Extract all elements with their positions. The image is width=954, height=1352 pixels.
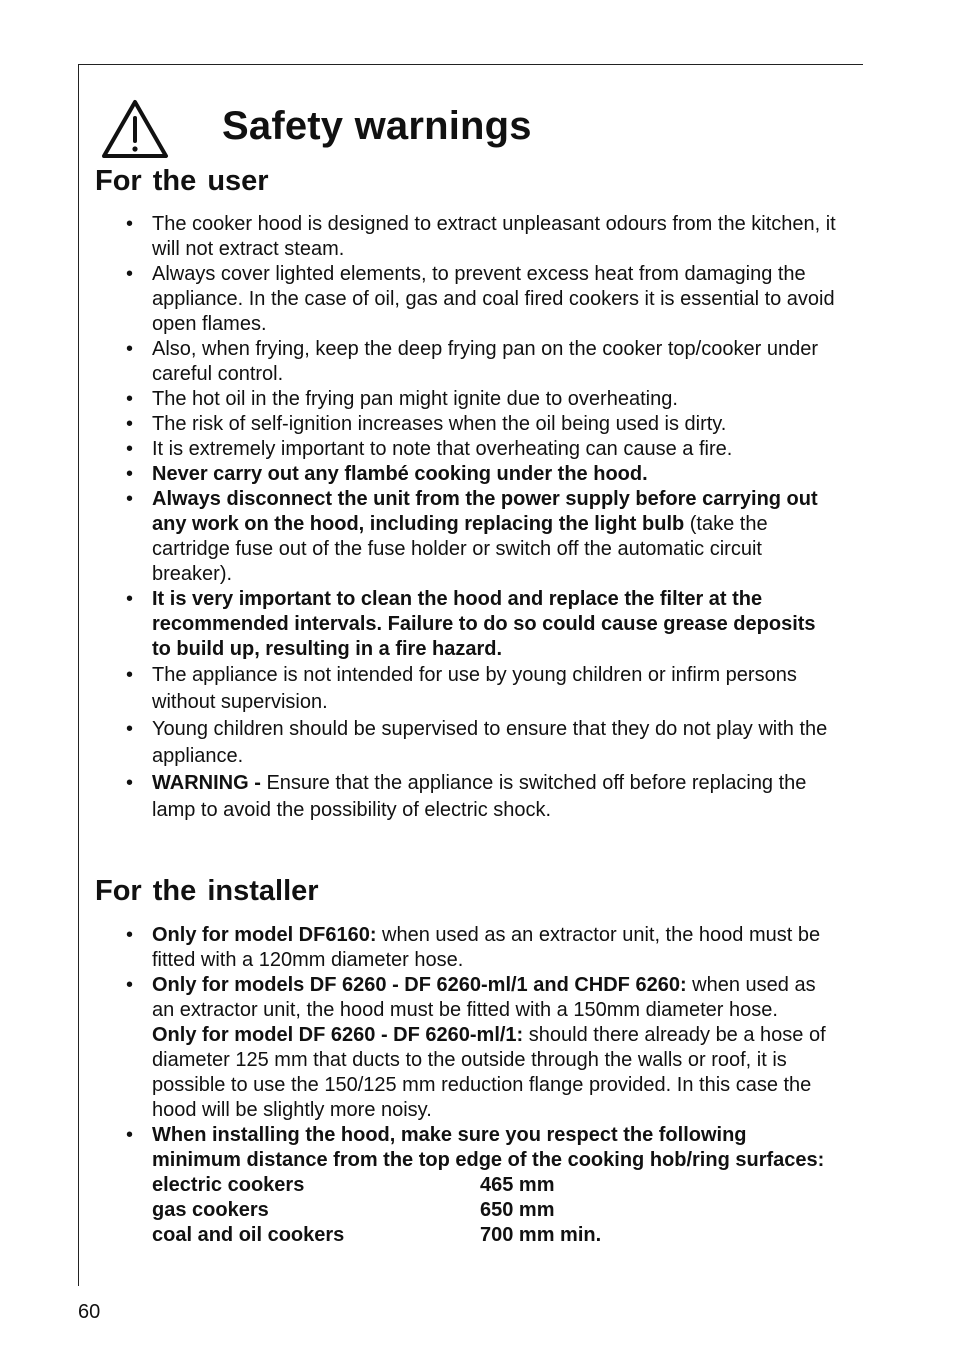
distance-label: electric cookers	[152, 1174, 305, 1196]
list-item: • Only for model DF6160: when used as an extractor unit, the hood must be fitted with a 120mm diameter hose.	[126, 923, 838, 973]
list-item: • Only for models DF 6260 - DF 6260-ml/1 and CHDF 6260: when used as an extractor unit, the hood must be fitted with a 150mm diameter hose. Only for model DF 6260 - DF 6260-ml/1: should there already be a hose of diameter 125 mm that ducts to the outside through the walls or roof, it is possible to use the 150/125 mm reduction flange provided. In this case the hood will be slightly more noisy.	[126, 973, 838, 1123]
list-item: • It is very important to clean the hood and replace the filter at the recommended intervals. Failure to do so could cause grease deposits to build up, resulting in a fire hazard.	[126, 587, 838, 662]
page-frame-left-rule	[78, 64, 79, 1286]
list-item: • The appliance is not intended for use by young children or infirm persons without supervision.	[126, 662, 838, 716]
distance-value: 650 mm	[480, 1199, 555, 1221]
page-frame-top-rule	[78, 64, 863, 65]
list-item: • Never carry out any flambé cooking under the hood.	[126, 462, 838, 487]
list-item: • It is extremely important to note that overheating can cause a fire.	[126, 437, 838, 462]
section-heading-installer: For the installer	[95, 875, 319, 907]
page-title: Safety warnings	[222, 104, 532, 148]
list-item: • Also, when frying, keep the deep frying pan on the cooker top/cooker under careful control.	[126, 337, 838, 387]
distance-row	[152, 1173, 838, 1198]
distance-row	[152, 1223, 838, 1248]
page-number: 60	[78, 1301, 101, 1323]
distance-label: coal and oil cookers	[152, 1224, 345, 1246]
section-heading-user: For the user	[95, 165, 269, 197]
user-warnings-list	[126, 212, 838, 824]
list-item: • The hot oil in the frying pan might ignite due to overheating.	[126, 387, 838, 412]
list-item: • The cooker hood is designed to extract unpleasant odours from the kitchen, it will not extract steam.	[126, 212, 838, 262]
distance-value: 465 mm	[480, 1174, 555, 1196]
list-item: • When installing the hood, make sure you respect the following minimum distance from the top edge of the cooking hob/ring surfaces: electric cookers 465 mm gas cookers 650 mm coal and oil cookers 700 mm min.	[126, 1123, 838, 1248]
distance-value: 700 mm min.	[480, 1224, 602, 1246]
distance-label: gas cookers	[152, 1199, 269, 1221]
list-item: • The risk of self-ignition increases when the oil being used is dirty.	[126, 412, 838, 437]
warning-triangle-icon	[100, 98, 170, 160]
distance-table	[152, 1173, 838, 1248]
list-item: • Young children should be supervised to ensure that they do not play with the appliance.	[126, 716, 838, 770]
installer-warnings-list	[126, 923, 838, 1248]
list-item: • Always disconnect the unit from the power supply before carrying out any work on the hood, including replacing the light bulb (take the cartridge fuse out of the fuse holder or switch off the automatic circuit breaker).	[126, 487, 838, 587]
distance-row	[152, 1198, 838, 1223]
list-item: • WARNING - Ensure that the appliance is switched off before replacing the lamp to avoid the possibility of electric shock.	[126, 770, 838, 824]
list-item: • Always cover lighted elements, to prevent excess heat from damaging the appliance. In the case of oil, gas and coal fired cookers it is essential to avoid open flames.	[126, 262, 838, 337]
